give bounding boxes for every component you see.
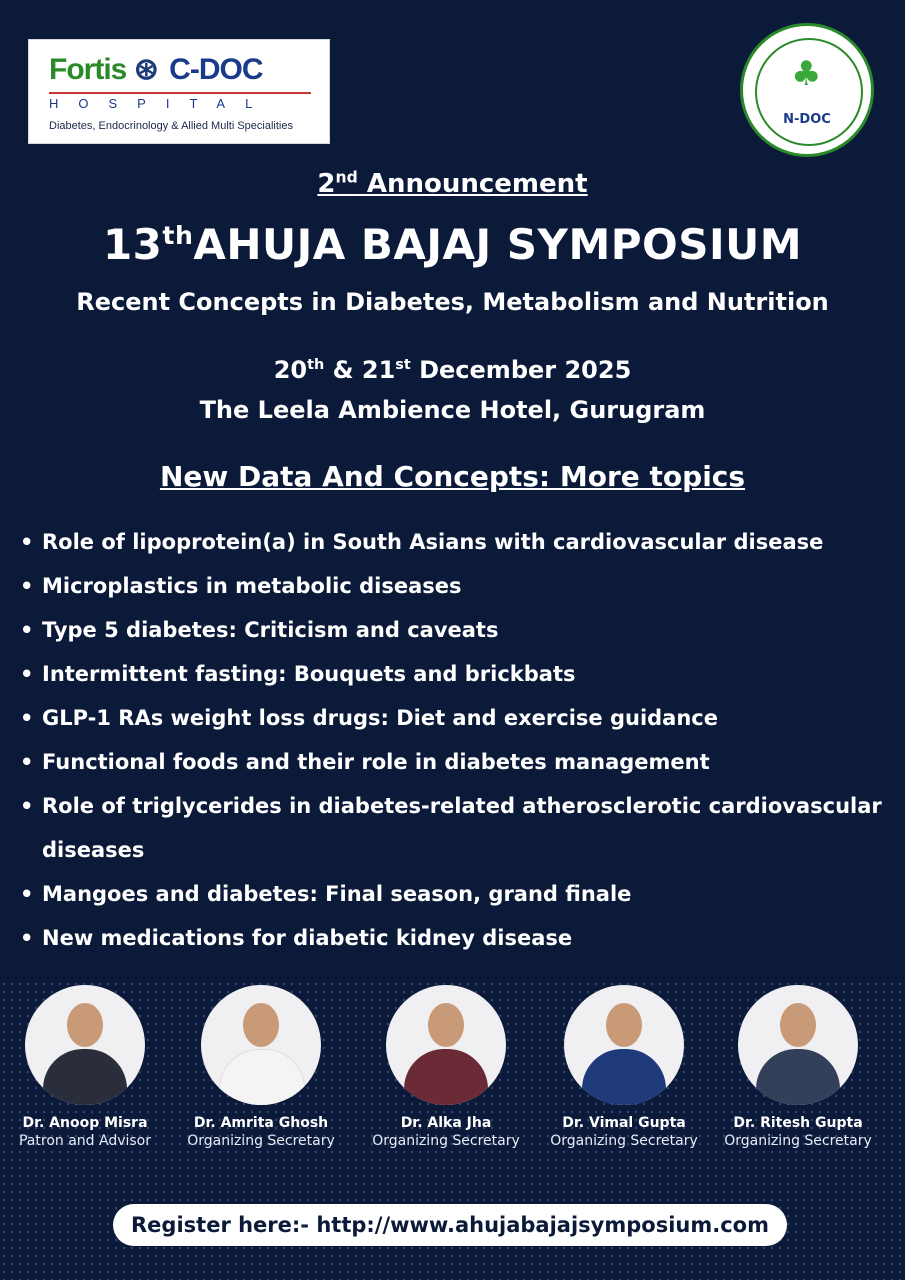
logo-cdoc-text: C-DOC	[169, 53, 263, 86]
trefoil-leaf-icon: ♣	[791, 54, 822, 94]
topics-heading: New Data And Concepts: More topics	[159, 460, 746, 493]
topic-item: • Role of triglycerides in diabetes-related atherosclerotic cardiovascular diseases	[20, 784, 890, 872]
speaker-role: Organizing Secretary	[724, 1133, 872, 1149]
speaker-name: Dr. Anoop Misra	[22, 1115, 148, 1131]
speaker-photo	[564, 985, 684, 1105]
page-title: 13thAHUJA BAJAJ SYMPOSIUM	[102, 220, 803, 269]
subtitle: Recent Concepts in Diabetes, Metabolism and Nutrition	[76, 288, 829, 316]
speaker-role: Organizing Secretary	[550, 1133, 698, 1149]
ndoc-label: N-DOC	[783, 112, 831, 127]
logo-tagline: Diabetes, Endocrinology & Allied Multi Specialities	[49, 120, 293, 132]
ndoc-logo	[740, 23, 874, 157]
speaker-photo	[25, 985, 145, 1105]
speaker-photo	[738, 985, 858, 1105]
speaker-card	[176, 985, 346, 1149]
speaker-role: Patron and Advisor	[18, 1133, 151, 1149]
fortis-cdoc-logo	[28, 39, 330, 144]
event-dates: 20th & 21st December 2025	[273, 356, 632, 384]
topic-item: • New medications for diabetic kidney disease	[20, 916, 890, 960]
speaker-photo	[386, 985, 506, 1105]
topic-item: • Intermittent fasting: Bouquets and brickbats	[20, 652, 890, 696]
announcement: 2nd Announcement	[317, 168, 588, 199]
speaker-role: Organizing Secretary	[187, 1133, 335, 1149]
speaker-role: Organizing Secretary	[372, 1133, 520, 1149]
topic-item: • Mangoes and diabetes: Final season, grand finale	[20, 872, 890, 916]
topic-item: • Functional foods and their role in diabetes management	[20, 740, 890, 784]
event-venue: The Leela Ambience Hotel, Gurugram	[199, 396, 706, 424]
speaker-photo	[201, 985, 321, 1105]
register-link[interactable]: Register here:- http://www.ahujabajajsymposium.com	[113, 1204, 787, 1246]
topics-list	[20, 520, 890, 960]
speaker-card	[0, 985, 170, 1149]
speaker-card	[539, 985, 709, 1149]
logo-fortis-text: Fortis	[49, 53, 127, 86]
speaker-name: Dr. Amrita Ghosh	[193, 1115, 329, 1131]
logo-hospital-text: HOSPITAL	[49, 92, 311, 111]
logo-brand	[49, 52, 263, 87]
speaker-name: Dr. Alka Jha	[400, 1115, 492, 1131]
logo-emblem-icon: ⊛	[133, 53, 158, 86]
speaker-card	[713, 985, 883, 1149]
speaker-card	[361, 985, 531, 1149]
topic-item: • Microplastics in metabolic diseases	[20, 564, 890, 608]
speaker-name: Dr. Vimal Gupta	[562, 1115, 686, 1131]
topic-item: • GLP-1 RAs weight loss drugs: Diet and exercise guidance	[20, 696, 890, 740]
topic-item: • Role of lipoprotein(a) in South Asians with cardiovascular disease	[20, 520, 890, 564]
speaker-name: Dr. Ritesh Gupta	[733, 1115, 863, 1131]
topic-item: • Type 5 diabetes: Criticism and caveats	[20, 608, 890, 652]
